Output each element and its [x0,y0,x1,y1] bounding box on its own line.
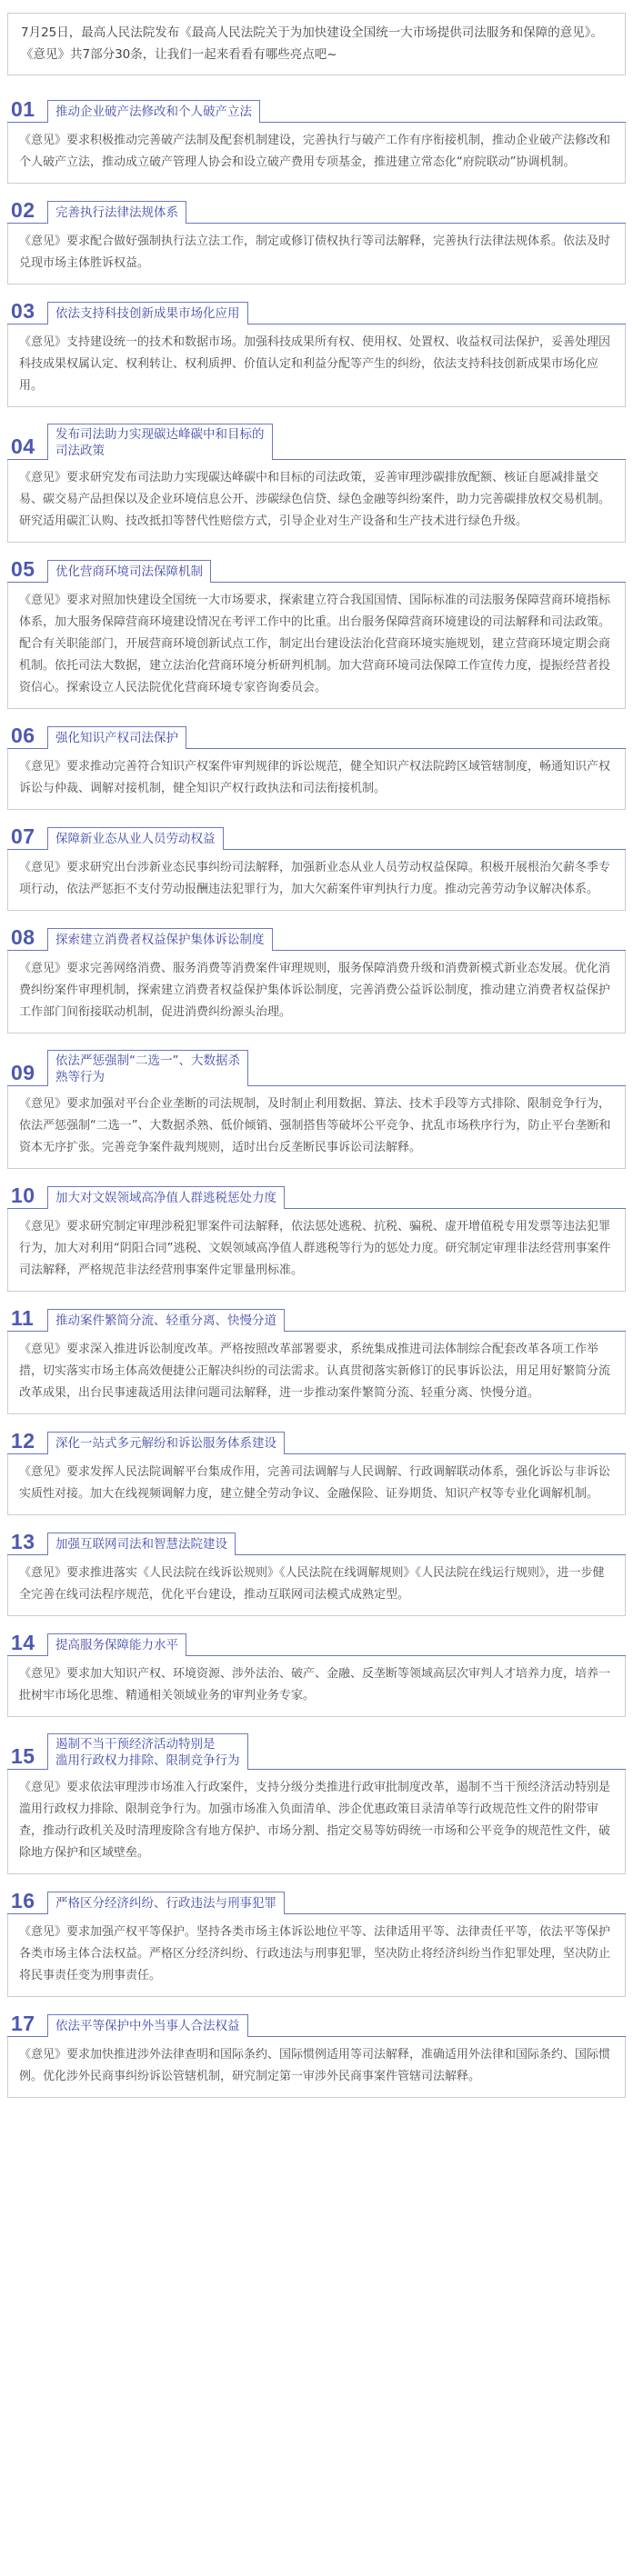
section-title-line: 推动企业破产法修改和个人破产立法 [55,105,252,119]
section-header [7,1624,626,1656]
section-title-line: 依法支持科技创新成果市场化应用 [55,306,240,321]
section-title [47,1186,285,1209]
section-number: 08 [11,925,35,949]
section-header [7,2005,626,2037]
section-number: 06 [11,724,35,747]
section-title-line: 滥用行政权力排除、限制竞争行为 [55,1753,240,1768]
section-title-line: 遏制不当干预经济活动特别是 [55,1737,216,1752]
section-header [7,1177,626,1209]
section-title [47,201,186,224]
section-title [47,1432,285,1454]
section-title [47,2014,248,2037]
section-title-line: 深化一站式多元解纷和诉讼服务体系建设 [55,1436,276,1451]
section-title [47,1733,248,1770]
section-header [7,551,626,583]
section-header [7,1423,626,1454]
section-header [7,415,626,460]
section-07 [7,818,626,911]
section-title [47,1633,186,1656]
section-body: 《意见》要求加强对平台企业垄断的司法规制，及时制止利用数据、算法、技术手段等方式排除、限制竞争行为，依法严惩强制“二选一”、大数据杀熟、低价倾销、强制搭售等破坏公平竞争、扰乱市场秩序行为，防止平台垄断和资本无序扩张。完善竞争案件裁判规则，适时出台反垄断民事诉讼司法解释。 [7,1086,626,1169]
section-01 [7,91,626,184]
section-number: 17 [11,2012,35,2035]
section-number: 09 [11,1061,35,1084]
section-number: 15 [11,1744,35,1768]
section-body: 《意见》要求加快推进涉外法律查明和国际条约、国际惯例适用等司法解释，准确适用外法律和国际条约、国际惯例。优化涉外民商事纠纷诉讼管辖机制，研究制定第一审涉外民商事案件管辖司法解释。 [7,2037,626,2098]
section-body: 《意见》要求加大知识产权、环境资源、涉外法治、破产、金融、反垄断等领域高层次审判人才培养力度，培养一批树牢市场化思维、精通相关领域业务的审判业务专家。 [7,1656,626,1717]
section-title [47,302,248,324]
section-title-line: 推动案件繁简分流、轻重分离、快慢分道 [55,1313,276,1328]
section-16 [7,1882,626,1997]
section-number: 03 [11,299,35,323]
section-title [47,1050,248,1086]
section-03 [7,293,626,407]
section-title-line: 优化营商环境司法保障机制 [55,564,203,579]
section-15 [7,1725,626,1874]
section-05 [7,551,626,709]
section-number: 10 [11,1183,35,1207]
section-02 [7,192,626,285]
section-number: 01 [11,97,35,121]
section-title [47,928,273,951]
section-header [7,818,626,850]
section-14 [7,1624,626,1717]
section-header [7,919,626,951]
section-header [7,1523,626,1555]
section-body: 《意见》要求推动完善符合知识产权案件审判规律的诉讼规范，健全知识产权法院跨区域管辖制度，畅通知识产权诉讼与仲裁、调解对接机制，健全知识产权行政执法和司法衔接机制。 [7,749,626,810]
section-number: 13 [11,1530,35,1553]
section-09 [7,1042,626,1169]
section-17 [7,2005,626,2098]
section-12 [7,1423,626,1515]
section-number: 05 [11,557,35,581]
section-number: 11 [11,1306,35,1330]
section-title-line: 探索建立消费者权益保护集体诉讼制度 [55,933,265,947]
section-body: 《意见》要求研究发布司法助力实现碳达峰碳中和目标的司法政策，妥善审理涉碳排放配额、核证自愿减排量交易、碳交易产品担保以及企业环境信息公开、涉碳绿色信贷、绿色金融等纠纷案件，助力完善碳排放权交易机制。研究适用碳汇认购、技改抵扣等替代性赔偿方式，引导企业对生产设备和生产技术进行绿色升级。 [7,460,626,543]
section-body: 《意见》要求推进落实《人民法院在线诉讼规则》《人民法院在线调解规则》《人民法院在线运行规则》，进一步健全完善在线司法程序规范，优化平台建设，推动互联网司法模式成熟定型。 [7,1555,626,1616]
section-body: 《意见》支持建设统一的技术和数据市场。加强科技成果所有权、使用权、处置权、收益权司法保护，妥善处理因科技成果权属认定、权利转让、权利质押、价值认定和利益分配等产生的纠纷，依法支持科技创新成果市场化应用。 [7,324,626,407]
section-title [47,1892,285,1914]
section-title [47,1309,285,1332]
section-title-line: 完善执行法律法规体系 [55,205,178,220]
section-header [7,91,626,123]
section-title [47,827,224,850]
section-title [47,726,186,749]
section-title-line: 加大对文娱领域高净值人群逃税惩处力度 [55,1191,276,1205]
section-header [7,1725,626,1770]
section-header [7,1882,626,1914]
section-title-line: 严格区分经济纠纷、行政违法与刑事犯罪 [55,1896,276,1911]
section-04 [7,415,626,543]
section-number: 16 [11,1889,35,1912]
section-06 [7,717,626,810]
section-title-line: 熟等行为 [55,1070,105,1084]
section-body: 《意见》要求加强产权平等保护。坚持各类市场主体诉讼地位平等、法律适用平等、法律责任平等，依法平等保护各类市场主体合法权益。严格区分经济纠纷、行政违法与刑事犯罪，坚决防止将经济纠纷当作犯罪处理，坚决防止将民事责任变为刑事责任。 [7,1914,626,1997]
intro-paragraph: 7月25日，最高人民法院发布《最高人民法院关于为加快建设全国统一大市场提供司法服务和保障的意见》。《意见》共7部分30条，让我们一起来看看有哪些亮点吧~ [7,13,626,75]
section-number: 02 [11,198,35,222]
section-title [47,424,273,460]
section-body: 《意见》要求对照加快建设全国统一大市场要求，探索建立符合我国国情、国际标准的司法服务保障营商环境指标体系，加大服务保障营商环境建设情况在考评工作中的比重。出台服务保障营商环境建设的司法解释和司法政策。配合有关职能部门，开展营商环境创新试点工作，制定出台建设法治化营商环境实施规划，建立营商环境定期会商机制。依托司法大数据，建立法治化营商环境分析研判机制。加大营商环境司法保障工作宣传力度，提振经营者投资信心。探索设立人民法院优化营商环境专家咨询委员会。 [7,583,626,709]
section-10 [7,1177,626,1292]
section-body: 《意见》要求发挥人民法院调解平台集成作用，完善司法调解与人民调解、行政调解联动体系，强化诉讼与非诉讼实质性对接。加大在线视频调解力度，建立健全劳动争议、金融保险、证券期货、知识产权等专业化调解机制。 [7,1454,626,1515]
sections-list [7,91,626,2098]
section-number: 07 [11,824,35,848]
section-body: 《意见》要求研究出台涉新业态民事纠纷司法解释，加强新业态从业人员劳动权益保障。积极开展根治欠薪冬季专项行动，依法严惩拒不支付劳动报酬违法犯罪行为，加大欠薪案件审判执行力度。推动完善劳动争议解决体系。 [7,850,626,911]
section-body: 《意见》要求配合做好强制执行法立法工作，制定或修订债权执行等司法解释，完善执行法律法规体系。依法及时兑现市场主体胜诉权益。 [7,224,626,285]
section-title-line: 发布司法助力实现碳达峰碳中和目标的 [55,427,265,442]
section-title-line: 依法平等保护中外当事人合法权益 [55,2019,240,2033]
section-header [7,192,626,224]
section-title-line: 加强互联网司法和智慧法院建设 [55,1537,227,1552]
section-11 [7,1300,626,1414]
section-body: 《意见》要求依法审理涉市场准入行政案件，支持分级分类推进行政审批制度改革，遏制不当干预经济活动特别是滥用行政权力排除、限制竞争行为。加强市场准入负面清单、涉企优惠政策目录清单等行政规范性文件的附带审查，推动行政机关及时清理废除含有地方保护、市场分割、指定交易等妨碍统一市场和公平竞争的规范性文件，破除地方保护和区域壁垒。 [7,1770,626,1874]
section-title-line: 强化知识产权司法保护 [55,731,178,745]
section-08 [7,919,626,1033]
section-title-line: 提高服务保障能力水平 [55,1638,178,1652]
section-13 [7,1523,626,1616]
section-number: 04 [11,434,35,458]
section-number: 12 [11,1429,35,1453]
section-header [7,293,626,324]
section-header [7,1042,626,1086]
section-title-line: 保障新业态从业人员劳动权益 [55,832,216,846]
section-body: 《意见》要求深入推进诉讼制度改革。严格按照改革部署要求，系统集成推进司法体制综合配套改革各项工作举措，切实落实市场主体高效便捷公正解决纠纷的司法需求。认真贯彻落实新修订的民事诉讼法，用足用好繁简分流改革成果，出台民事速裁适用法律问题司法解释，进一步推动案件繁简分流、轻重分离、快慢分道。 [7,1332,626,1414]
section-title-line: 司法政策 [55,444,105,458]
section-body: 《意见》要求积极推动完善破产法制及配套机制建设，完善执行与破产工作有序衔接机制，推动企业破产法修改和个人破产立法，推动成立破产管理人协会和设立破产费用专项基金，推进建立常态化“府院联动”协调机制。 [7,123,626,184]
section-title [47,100,260,123]
section-title [47,1533,236,1555]
section-title [47,560,211,583]
section-header [7,717,626,749]
section-header [7,1300,626,1332]
section-number: 14 [11,1631,35,1654]
section-body: 《意见》要求研究制定审理涉税犯罪案件司法解释，依法惩处逃税、抗税、骗税、虚开增值税专用发票等违法犯罪行为，加大对利用“阴阳合同”逃税、文娱领域高净值人群逃税等行为的惩处力度。研究制定审理非法经营刑事案件司法解释，严格规范非法经营刑事案件定罪量刑标准。 [7,1209,626,1292]
section-body: 《意见》要求完善网络消费、服务消费等消费案件审理规则，服务保障消费升级和消费新模式新业态发展。优化消费纠纷案件审理机制，探索建立消费者权益保护集体诉讼制度，完善消费公益诉讼制度，推动建立消费者权益保护工作部门间衔接联动机制，促进消费纠纷源头治理。 [7,951,626,1033]
section-title-line: 依法严惩强制“二选一”、大数据杀 [55,1053,240,1068]
